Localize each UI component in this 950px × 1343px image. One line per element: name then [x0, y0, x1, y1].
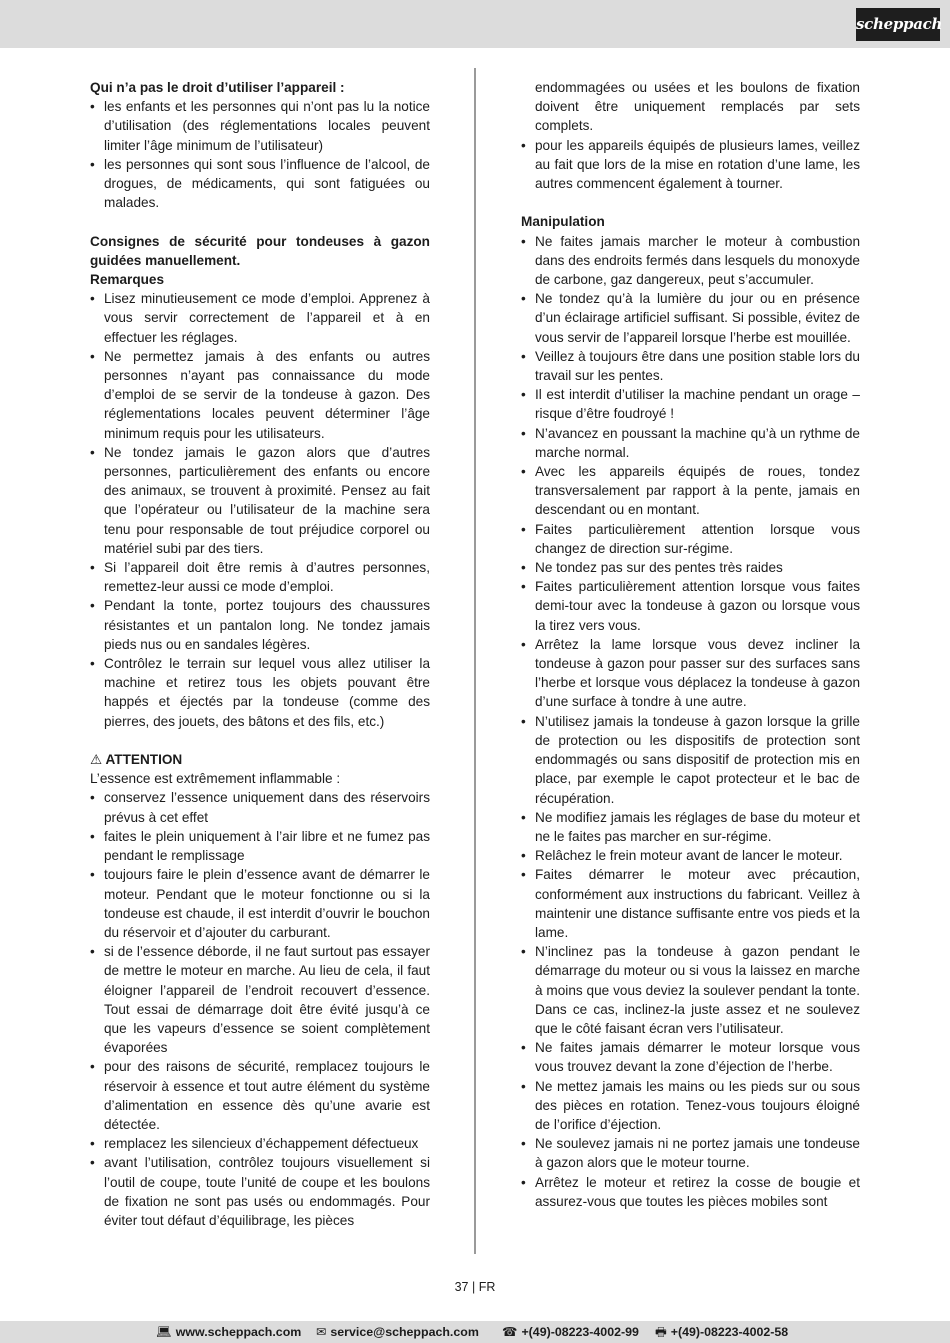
list-item: • Ne faites jamais marcher le moteur à combustion dans des endroits fermés dans lesquels du monoxyde de carbone, gaz dangereux, peut s’accumuler.: [521, 232, 860, 290]
list-who-may-not-use: [90, 97, 430, 212]
list-item: • Ne tondez jamais le gazon alors que d’autres personnes, particulièrement des enfants ou encore des animaux, se trouvent à proximité. Pensez au fait que l’opérateur ou l’utilisateur de la machine sera tenu pour responsable de tout préjudice corporel ou matériel subi par des tiers.: [90, 443, 430, 558]
list-item: • Faites démarrer le moteur avec précaution, conformément aux instructions du fabricant. Veillez à maintenir une distance suffisante entre vos pieds et la lame.: [521, 865, 860, 942]
list-item: • Relâchez le frein moteur avant de lancer le moteur.: [521, 846, 860, 865]
list-item: • Ne tondez pas sur des pentes très raides: [521, 558, 860, 577]
list-item: • Contrôlez le terrain sur lequel vous allez utiliser la machine et retirez tous les objets pouvant être happés et éjectés par la tondeuse (comme des pierres, des jouets, des bâtons et des fils, etc.): [90, 654, 430, 731]
left-column: [90, 78, 430, 1230]
website-label: www.scheppach.com: [175, 1325, 302, 1339]
list-item: • Veillez à toujours être dans une position stable lors du travail sur les pentes.: [521, 347, 860, 385]
section-subheading-remarks: Remarques: [90, 272, 165, 288]
list-item: • Faites particulièrement attention lorsque vous faites demi-tour avec la tondeuse à gazon ou lorsque vous la tirez vers vous.: [521, 577, 860, 635]
list-item: • pour les appareils équipés de plusieurs lames, veillez au fait que lors de la mise en rotation d’une lame, les autres commencent également à tourner.: [521, 136, 860, 194]
list-item: • Ne modifiez jamais les réglages de base du moteur et ne le faites pas marcher en sur-régime.: [521, 808, 860, 846]
list-item: • Lisez minutieusement ce mode d’emploi. Apprenez à vous servir correctement de l’appareil et à en effectuer les réglages.: [90, 289, 430, 347]
list-fuel-warnings: [90, 788, 430, 1230]
list-item: • Ne mettez jamais les mains ou les pieds sur ou sous des pièces en rotation. Tenez-vous toujours éloigné de l’orifice d’éjection.: [521, 1077, 860, 1135]
list-item: • Arrêtez la lame lorsque vous devez incliner la tondeuse à gazon pour passer sur des surfaces sans l’herbe et lorsque vous déplacez la tondeuse à gazon d’une surface à tondre à une autre.: [521, 635, 860, 712]
warning-triangle-icon: ⚠: [90, 752, 103, 768]
email-label: service@scheppach.com: [330, 1325, 479, 1339]
footer-fax: [655, 1321, 788, 1343]
column-divider: [474, 68, 476, 1254]
list-item: • conservez l’essence uniquement dans des réservoirs prévus à cet effet: [90, 788, 430, 826]
section-heading-safety-instructions: Consignes de sécurité pour tondeuses à gazon guidées manuellement.: [90, 233, 430, 268]
continued-paragraph: endommagées ou usées et les boulons de fixation doivent être uniquement remplacés par sets complets.: [535, 80, 860, 134]
fax-label: +(49)-08223-4002-58: [670, 1325, 789, 1339]
list-item: • Ne faites jamais démarrer le moteur lorsque vous vous trouvez devant la zone d’éjection de l’herbe.: [521, 1038, 860, 1076]
list-item: • Ne permettez jamais à des enfants ou autres personnes n’ayant pas connaissance du mode d’emploi de se servir de la tondeuse à gazon. Des réglementations locales peuvent déterminer l’âge minimum requis pour les utilisateurs.: [90, 347, 430, 443]
list-item: • toujours faire le plein d’essence avant de démarrer le moteur. Pendant que le moteur fonctionne ou si la tondeuse est chaude, il est interdit d’ouvrir le bouchon du réservoir et d’ajouter du carburant.: [90, 865, 430, 942]
list-item: • pour des raisons de sécurité, remplacez toujours le réservoir à essence et tout autre élément du système d’alimentation en essence dès qu’une avarie est détectée.: [90, 1057, 430, 1134]
section-heading-manipulation: Manipulation: [521, 214, 605, 230]
footer-email[interactable]: [316, 1321, 479, 1343]
list-item: • N’avancez en poussant la machine qu’à un rythme de marche normal.: [521, 424, 860, 462]
list-item: • Avec les appareils équipés de roues, tondez transversalement par rapport à la pente, jamais en descendant ou en montant.: [521, 462, 860, 520]
list-item: • Ne tondez qu’à la lumière du jour ou en présence d’un éclairage artificiel suffisant. Si possible, évitez de vous servir de l’appareil lorsque l’herbe est mouillée.: [521, 289, 860, 347]
brand-logo: scheppach: [856, 8, 940, 41]
list-item: • Pendant la tonte, portez toujours des chaussures résistantes et un pantalon long. Ne tondez jamais pieds nus ou en sandales légères.: [90, 596, 430, 654]
list-manipulation: [521, 232, 860, 1211]
phone-label: +(49)-08223-4002-99: [521, 1325, 639, 1339]
list-item: • Si l’appareil doit être remis à d’autres personnes, remettez-leur aussi ce mode d’emploi.: [90, 558, 430, 596]
list-item: • remplacez les silencieux d’échappement défectueux: [90, 1134, 430, 1153]
warning-heading-label: ATTENTION: [105, 752, 183, 768]
section-heading-who-may-not-use: Qui n’a pas le droit d’utiliser l’appareil :: [90, 80, 345, 95]
list-item: • Il est interdit d’utiliser la machine pendant un orage – risque d’être foudroyé !: [521, 385, 860, 423]
list-item: • si de l’essence déborde, il ne faut surtout pas essayer de mettre le moteur en marche. Au lieu de cela, il faut éloigner l’appareil de l’endroit recouvert d’essence. Tout essai de démarrage doit être évité jusqu’à ce que les vapeurs d’essence se soient complètement évaporées: [90, 942, 430, 1057]
list-item: • Arrêtez le moteur et retirez la cosse de bougie et assurez-vous que toutes les pièces mobiles sont: [521, 1173, 860, 1211]
footer-contact-bar: [0, 1321, 950, 1343]
list-item: • les enfants et les personnes qui n’ont pas lu la notice d’utilisation (des réglementations locales peuvent limiter l’âge minimum de l’utilisateur): [90, 97, 430, 155]
warning-intro: L’essence est extrêmement inflammable :: [90, 771, 341, 787]
list-item: • N’inclinez pas la tondeuse à gazon pendant le démarrage du moteur ou si vous la laissez en marche à moins que vous deviez la soulever pendant la tonte. Dans ce cas, inclinez-la juste assez et ne soulevez que le côté faisant écran vers l’utilisateur.: [521, 942, 860, 1038]
fax-icon: 🖶︎: [655, 1325, 667, 1339]
warning-heading: [90, 750, 430, 769]
list-item: • Faites particulièrement attention lorsque vous changez de direction sur-régime.: [521, 520, 860, 558]
laptop-icon: 💻︎: [156, 1325, 172, 1339]
right-column: [521, 78, 860, 1211]
page-number: 37 | FR: [454, 1280, 496, 1294]
phone-icon: ☎︎: [502, 1325, 518, 1339]
list-continuation: [521, 78, 860, 193]
list-item: • les personnes qui sont sous l’influence de l’alcool, de drogues, de médicaments, qui sont fatiguées ou malades.: [90, 155, 430, 213]
header-band: [0, 0, 950, 48]
footer-phone[interactable]: [502, 1321, 639, 1343]
list-item: • faites le plein uniquement à l’air libre et ne fumez pas pendant le remplissage: [90, 827, 430, 865]
list-item: • Ne soulevez jamais ni ne portez jamais une tondeuse à gazon alors que le moteur tourne.: [521, 1134, 860, 1172]
envelope-icon: ✉︎: [316, 1325, 327, 1339]
list-remarks: [90, 289, 430, 731]
list-item: • avant l’utilisation, contrôlez toujours visuellement si l’outil de coupe, toute l’unité de coupe et les boulons de fixation ne sont pas usés ou endommagés. Pour éviter tout défaut d’équilibrage, les pièces: [90, 1153, 430, 1230]
footer-website[interactable]: [156, 1321, 301, 1343]
list-item: • N’utilisez jamais la tondeuse à gazon lorsque la grille de protection ou les dispositifs de protection sont endommagés ou sans dispositif de protection mis en place, par exemple le capot protecteur et le bac de récupération.: [521, 712, 860, 808]
